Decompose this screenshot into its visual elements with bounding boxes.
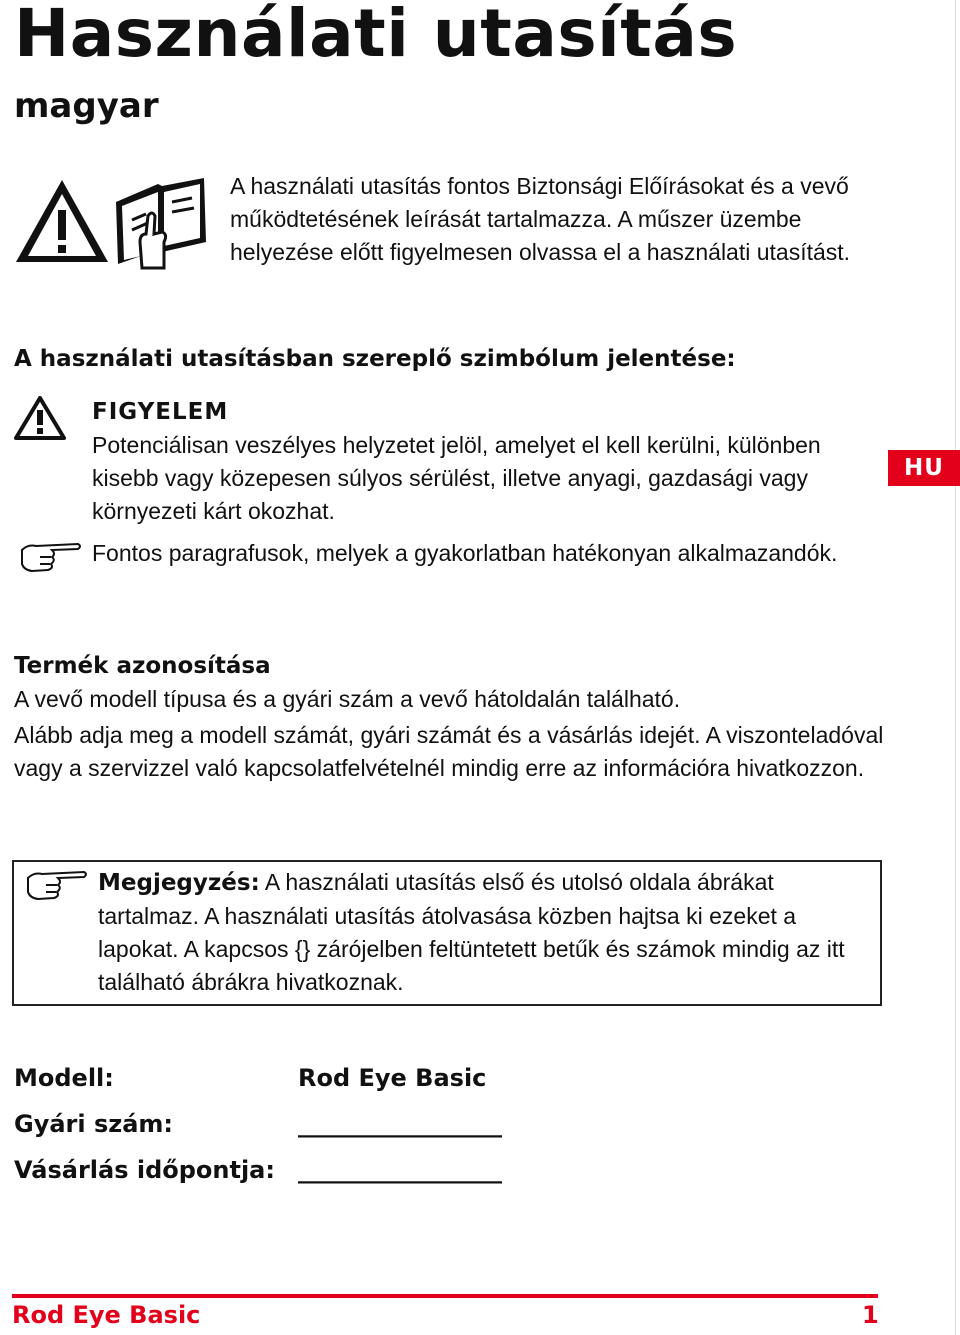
- note-label: Megjegyzés:: [98, 870, 260, 896]
- footer-brand: Rod Eye Basic: [12, 1301, 201, 1329]
- language-subtitle: magyar: [14, 86, 159, 126]
- product-id-paragraph-2: Alább adja meg a modell számát, gyári számát és a vásárlás idejét. A viszonteladóval vagy a szervizzel való kapcsolatfelvételnél mindig erre az információra hivatkozzon.: [14, 722, 884, 781]
- product-id-paragraph-1: A vevő modell típusa és a gyári szám a vevő hátoldalán található.: [14, 686, 681, 712]
- note-pointing-hand-icon: [24, 868, 88, 902]
- pointing-hand-icon: [18, 540, 82, 574]
- serial-label: Gyári szám:: [14, 1110, 174, 1138]
- product-id-heading: Termék azonosítása: [14, 653, 271, 679]
- page-title: Használati utasítás: [14, 0, 738, 72]
- footer-page-number: 1: [862, 1301, 879, 1329]
- footer-divider: [12, 1294, 878, 1298]
- purchase-date-value-blank[interactable]: _________________: [298, 1156, 502, 1184]
- symbols-heading: A használati utasításban szereplő szimbólum jelentése:: [14, 346, 736, 372]
- note-text: [98, 866, 874, 999]
- language-tab-hu[interactable]: HU: [888, 450, 960, 486]
- purchase-date-label: Vásárlás időpontja:: [14, 1156, 275, 1184]
- warning-text: Potenciálisan veszélyes helyzetet jelöl, amelyet el kell kerülni, különben kisebb vagy közepesen súlyos sérülést, illetve anyagi, gazdasági vagy környezeti kárt okozhat.: [92, 432, 821, 524]
- model-label: Modell:: [14, 1064, 114, 1092]
- warning-manual-icon: [12, 172, 212, 272]
- tip-text: Fontos paragrafusok, melyek a gyakorlatban hatékonyan alkalmazandók.: [92, 540, 838, 566]
- warning-title: FIGYELEM: [92, 399, 229, 425]
- warning-triangle-icon: [14, 396, 66, 440]
- intro-text: A használati utasítás fontos Biztonsági Előírásokat és a vevő működtetésének leírását tartalmazza. A műszer üzembe helyezése előtt figyelmesen olvassa el a használati utasítást.: [230, 173, 851, 265]
- model-value: Rod Eye Basic: [298, 1064, 487, 1092]
- serial-value-blank[interactable]: _________________: [298, 1110, 502, 1138]
- note-body: A használati utasítás első és utolsó oldala ábrákat tartalmaz. A használati utasítás átolvasása közben hajtsa ki ezeket a lapokat. A kapcsos {} zárójelben feltüntetett betűk és számok mindig az itt található ábrákra hivatkoznak.: [98, 869, 845, 995]
- page-edge-line: [955, 0, 956, 1335]
- intro-icons: [12, 172, 212, 272]
